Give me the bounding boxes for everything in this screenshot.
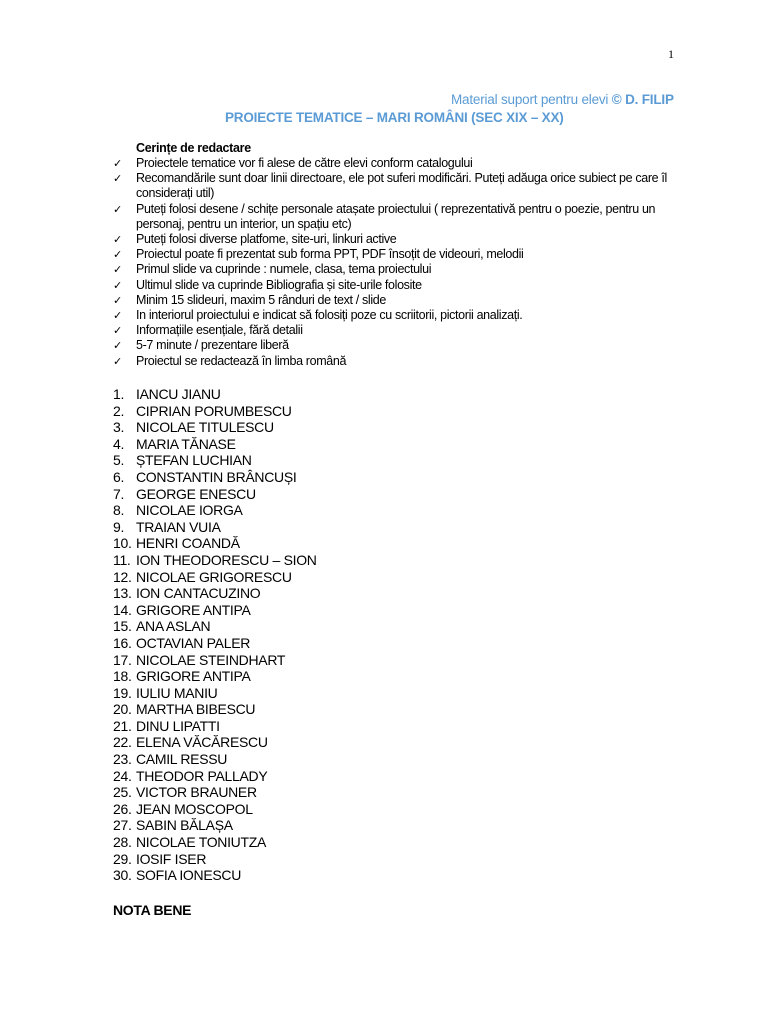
list-item (113, 436, 317, 453)
list-item (113, 403, 317, 420)
requirement-item (113, 293, 673, 308)
list-item-name: CIPRIAN PORUMBESCU (136, 402, 292, 419)
list-item (113, 502, 317, 519)
list-item-number: 22. (113, 734, 132, 751)
list-item-number: 26. (113, 800, 132, 817)
list-item (113, 602, 317, 619)
requirement-text: Puteți folosi diverse platfome, site-uri, linkuri active (136, 232, 397, 247)
list-item (113, 486, 317, 503)
header-subtitle: Material suport pentru elevi (451, 92, 612, 107)
list-item-number: 8. (113, 502, 125, 519)
list-item-name: NICOLAE TONIUTZA (136, 834, 267, 851)
list-item-number: 19. (113, 684, 132, 701)
list-item-number: 7. (113, 485, 125, 502)
list-item (113, 867, 317, 884)
list-item (113, 668, 317, 685)
check-mark-icon: ✓ (113, 324, 122, 338)
list-item-name: NICOLAE GRIGORESCU (136, 568, 292, 585)
requirement-text: Ultimul slide va cuprinde Bibliografia și site-urile folosite (136, 277, 422, 292)
list-item-number: 13. (113, 585, 132, 602)
names-list (113, 386, 317, 884)
requirement-item (113, 323, 673, 338)
list-item (113, 685, 317, 702)
list-item (113, 552, 317, 569)
list-item-name: THEODOR PALLADY (136, 767, 268, 784)
list-item (113, 801, 317, 818)
list-item (113, 652, 317, 669)
check-mark-icon: ✓ (113, 339, 122, 353)
list-item-name: NICOLAE IORGA (136, 502, 243, 519)
list-item-number: 1. (113, 386, 125, 402)
list-item (113, 817, 317, 834)
list-item (113, 618, 317, 635)
list-item (113, 701, 317, 718)
list-item-name: IULIU MANIU (136, 684, 218, 701)
page-number: 1 (668, 47, 674, 61)
list-item-number: 30. (113, 867, 132, 884)
list-item (113, 851, 317, 868)
list-item-name: MARTHA BIBESCU (136, 701, 256, 718)
check-mark-icon: ✓ (113, 248, 122, 262)
check-mark-icon: ✓ (113, 354, 122, 368)
list-item-name: CONSTANTIN BRÂNCUȘI (136, 468, 297, 485)
list-item (113, 569, 317, 586)
requirement-item (113, 262, 673, 277)
requirements-list (113, 156, 673, 369)
header-author: © D. FILIP (611, 92, 674, 107)
list-item-name: NICOLAE TITULESCU (136, 419, 274, 436)
list-item-name: CAMIL RESSU (136, 751, 228, 768)
list-item-number: 16. (113, 634, 132, 651)
list-item-name: HENRI COANDĂ (136, 535, 240, 552)
list-item (113, 834, 317, 851)
check-mark-icon: ✓ (113, 263, 122, 277)
requirement-item (113, 278, 673, 293)
header-author-line (451, 92, 674, 107)
list-item-name: NICOLAE STEINDHART (136, 651, 286, 668)
requirement-text: Recomandările sunt doar linii directoare, ele pot suferi modificări. Puteți adăuga orice subiect pe care îl considerați util) (136, 171, 667, 201)
nota-bene-heading: NOTA BENE (113, 902, 192, 918)
requirement-item (113, 247, 673, 262)
check-mark-icon: ✓ (113, 278, 122, 292)
list-item-number: 9. (113, 518, 125, 535)
list-item (113, 734, 317, 751)
list-item-number: 11. (113, 551, 131, 568)
list-item (113, 718, 317, 735)
requirement-item (113, 232, 673, 247)
requirement-text: Informațiile esențiale, fără detalii (136, 323, 303, 338)
list-item-number: 15. (113, 618, 132, 635)
list-item-number: 10. (113, 535, 132, 552)
list-item-name: OCTAVIAN PALER (136, 634, 251, 651)
check-mark-icon: ✓ (113, 202, 122, 216)
list-item-number: 2. (113, 402, 125, 419)
list-item-number: 24. (113, 767, 132, 784)
page-title: PROIECTE TEMATICE – MARI ROMÂNI (SEC XIX – XX) (225, 110, 564, 125)
list-item-name: ȘTEFAN LUCHIAN (136, 452, 252, 469)
requirement-text: Minim 15 slideuri, maxim 5 rânduri de text / slide (136, 292, 386, 307)
list-item (113, 469, 317, 486)
list-item-name: SABIN BĂLAȘA (136, 817, 233, 834)
list-item-number: 17. (113, 651, 132, 668)
list-item-name: ANA ASLAN (136, 618, 211, 635)
list-item-number: 6. (113, 468, 125, 485)
requirement-text: Proiectul poate fi prezentat sub forma PPT, PDF însoțit de videouri, melodii (136, 247, 524, 262)
list-item-number: 25. (113, 784, 132, 801)
requirement-item (113, 338, 673, 353)
list-item (113, 585, 317, 602)
list-item-name: ELENA VĂCĂRESCU (136, 734, 268, 751)
list-item-number: 18. (113, 668, 132, 685)
list-item-name: TRAIAN VUIA (136, 518, 221, 535)
requirement-text: Proiectele tematice vor fi alese de către elevi conform catalogului (136, 156, 473, 170)
list-item-name: IOSIF ISER (136, 850, 207, 867)
list-item-name: GRIGORE ANTIPA (136, 668, 251, 685)
requirements-heading: Cerințe de redactare (136, 141, 251, 155)
requirement-text: Proiectul se redactează în limba română (136, 353, 347, 368)
check-mark-icon: ✓ (113, 309, 122, 323)
list-item-number: 23. (113, 751, 132, 768)
list-item-number: 29. (113, 850, 132, 867)
check-mark-icon: ✓ (113, 233, 122, 247)
list-item (113, 535, 317, 552)
list-item-number: 28. (113, 834, 132, 851)
list-item-name: GRIGORE ANTIPA (136, 601, 251, 618)
list-item-number: 3. (113, 419, 125, 436)
list-item-name: SOFIA IONESCU (136, 867, 242, 884)
list-item (113, 768, 317, 785)
requirement-item (113, 202, 673, 232)
list-item (113, 751, 317, 768)
requirement-item (113, 354, 673, 369)
list-item (113, 784, 317, 801)
list-item-number: 14. (113, 601, 132, 618)
check-mark-icon: ✓ (113, 157, 122, 170)
list-item-number: 21. (113, 717, 132, 734)
list-item-name: GEORGE ENESCU (136, 485, 256, 502)
check-mark-icon: ✓ (113, 172, 122, 186)
list-item-name: ION CANTACUZINO (136, 585, 261, 602)
list-item-name: VICTOR BRAUNER (136, 784, 257, 801)
list-item-name: DINU LIPATTI (136, 717, 220, 734)
check-mark-icon: ✓ (113, 293, 122, 307)
list-item-name: IANCU JIANU (136, 386, 221, 402)
list-item (113, 386, 317, 403)
list-item (113, 452, 317, 469)
list-item (113, 419, 317, 436)
list-item-name: MARIA TĂNASE (136, 435, 236, 452)
requirement-text: In interiorul proiectului e indicat să folosiți poze cu scriitorii, pictorii analizați. (136, 308, 523, 323)
requirement-item (113, 156, 673, 171)
list-item (113, 519, 317, 536)
list-item-number: 5. (113, 452, 125, 469)
list-item-name: ION THEODORESCU – SION (136, 551, 317, 568)
requirement-text: Primul slide va cuprinde : numele, clasa, tema proiectului (136, 262, 432, 277)
list-item (113, 635, 317, 652)
list-item-name: JEAN MOSCOPOL (136, 800, 253, 817)
list-item-number: 12. (113, 568, 132, 585)
requirement-text: Puteți folosi desene / schițe personale atașate proiectului ( reprezentativă pentru o poezie, pentru un personaj, pentru un interior, un spațiu etc) (136, 201, 656, 231)
requirement-text: 5-7 minute / prezentare liberă (136, 338, 289, 353)
list-item-number: 4. (113, 435, 125, 452)
list-item-number: 20. (113, 701, 132, 718)
requirement-item (113, 308, 673, 323)
list-item-number: 27. (113, 817, 132, 834)
requirement-item (113, 171, 673, 201)
